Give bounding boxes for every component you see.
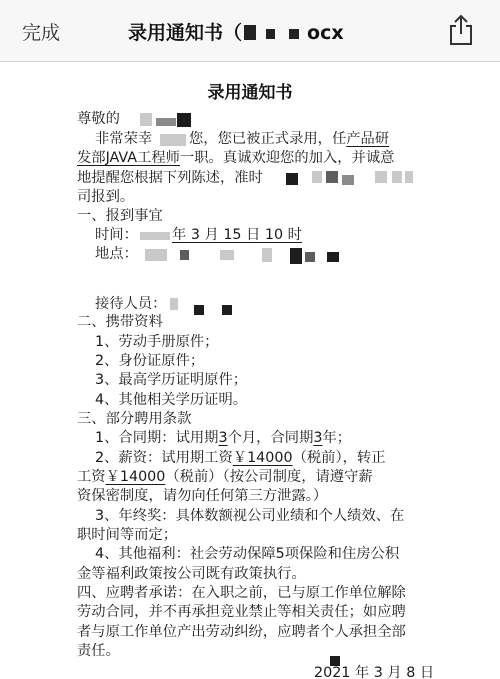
s3-item-3-line2: 职时间等而定； — [77, 527, 178, 543]
redacted-block — [220, 250, 234, 260]
redacted-block — [194, 305, 204, 315]
sign-date: 2021 年 3 月 8 日 — [314, 665, 435, 679]
title-redacted-2 — [266, 29, 275, 39]
redacted-block — [375, 171, 387, 183]
document-page — [0, 62, 500, 679]
section4-line2: 劳动合同，并不再承担竞业禁止等相关责任；如应聘 — [77, 604, 406, 621]
s2-item-2: 2、身份证原件； — [95, 352, 205, 369]
redacted-block — [286, 173, 298, 185]
document-title — [128, 18, 378, 45]
redacted-block — [342, 175, 354, 185]
top-nav-bar — [0, 0, 500, 62]
redacted-block — [160, 134, 186, 146]
section4-line4: 责任。 — [77, 643, 120, 659]
para1-line4: 司报到。 — [77, 189, 135, 206]
contact-label: 接待人员： — [95, 295, 167, 312]
time-label: 时间： — [95, 226, 138, 243]
redacted-block — [392, 171, 402, 183]
redacted-block — [262, 248, 272, 262]
section1-title: 一、报到事宜 — [77, 208, 163, 225]
share-icon[interactable] — [446, 13, 476, 47]
redacted-block — [327, 252, 339, 262]
title-redacted-3 — [289, 29, 299, 39]
para1-a: 非常荣幸 — [95, 131, 153, 148]
s3-item-4: 4、其他福利：社会劳动保障5项保险和住房公积 — [95, 546, 400, 563]
redacted-block — [145, 249, 167, 261]
s3-item-4-line2: 金等福利政策按公司既有政策执行。 — [77, 565, 306, 582]
time-value: 年 3 月 15 日 10 时 — [172, 226, 302, 243]
redacted-block — [140, 113, 152, 126]
section3-title: 三、部分聘用条款 — [77, 410, 192, 427]
section4-line1: 四、应聘者承诺：在入职之前，已与原工作单位解除 — [77, 585, 406, 601]
s2-item-4: 4、其他相关学历证明。 — [95, 391, 248, 408]
redacted-block — [222, 305, 232, 315]
s3-item-2: 2、薪资：试用期工资￥14000（税前），转正 — [95, 449, 386, 466]
redacted-block — [177, 113, 191, 127]
redacted-block — [156, 118, 176, 126]
s3-item-3: 3、年终奖：具体数额视公司业绩和个人绩效、在 — [95, 507, 405, 524]
para1-line2: 发部JAVA工程师一职。真诚欢迎您的加入，并诚意 — [77, 150, 395, 167]
redacted-block — [290, 248, 302, 264]
redacted-block — [312, 171, 322, 183]
section4-line3: 者与原工作单位产出劳动纠纷，应聘者个人承担全部 — [77, 623, 406, 640]
doc-heading: 录用通知书 — [207, 82, 293, 103]
s3-item-1: 1、合同期：试用期3个月，合同期3年； — [95, 430, 352, 447]
para1-b: 您，您已被正式录用，任产品研 — [189, 131, 390, 148]
redacted-block — [305, 252, 315, 262]
redacted-block — [140, 232, 170, 240]
place-label: 地点： — [95, 246, 138, 263]
title-suffix: ocx — [307, 22, 344, 44]
title-redacted-1 — [244, 25, 256, 40]
s3-item-2-line3: 资保密制度，请勿向任何第三方泄露。） — [77, 488, 328, 505]
section2-title: 二、携带资料 — [77, 314, 163, 331]
para1-line3: 地提醒您根据下列陈述，准时 — [77, 169, 263, 186]
redacted-block — [326, 171, 338, 183]
greeting: 尊敬的 — [77, 110, 120, 127]
redacted-block — [170, 298, 178, 310]
redacted-block — [405, 171, 413, 183]
redacted-block — [180, 250, 189, 260]
s2-item-3: 3、最高学历证明原件； — [95, 372, 248, 389]
s2-item-1: 1、劳动手册原件； — [95, 333, 219, 350]
s3-item-2-line2: 工资￥14000（税前）（按公司制度，请遵守薪 — [77, 468, 373, 485]
title-prefix: 录用通知书（ — [128, 22, 243, 44]
done-button[interactable]: 完成 — [22, 22, 61, 44]
